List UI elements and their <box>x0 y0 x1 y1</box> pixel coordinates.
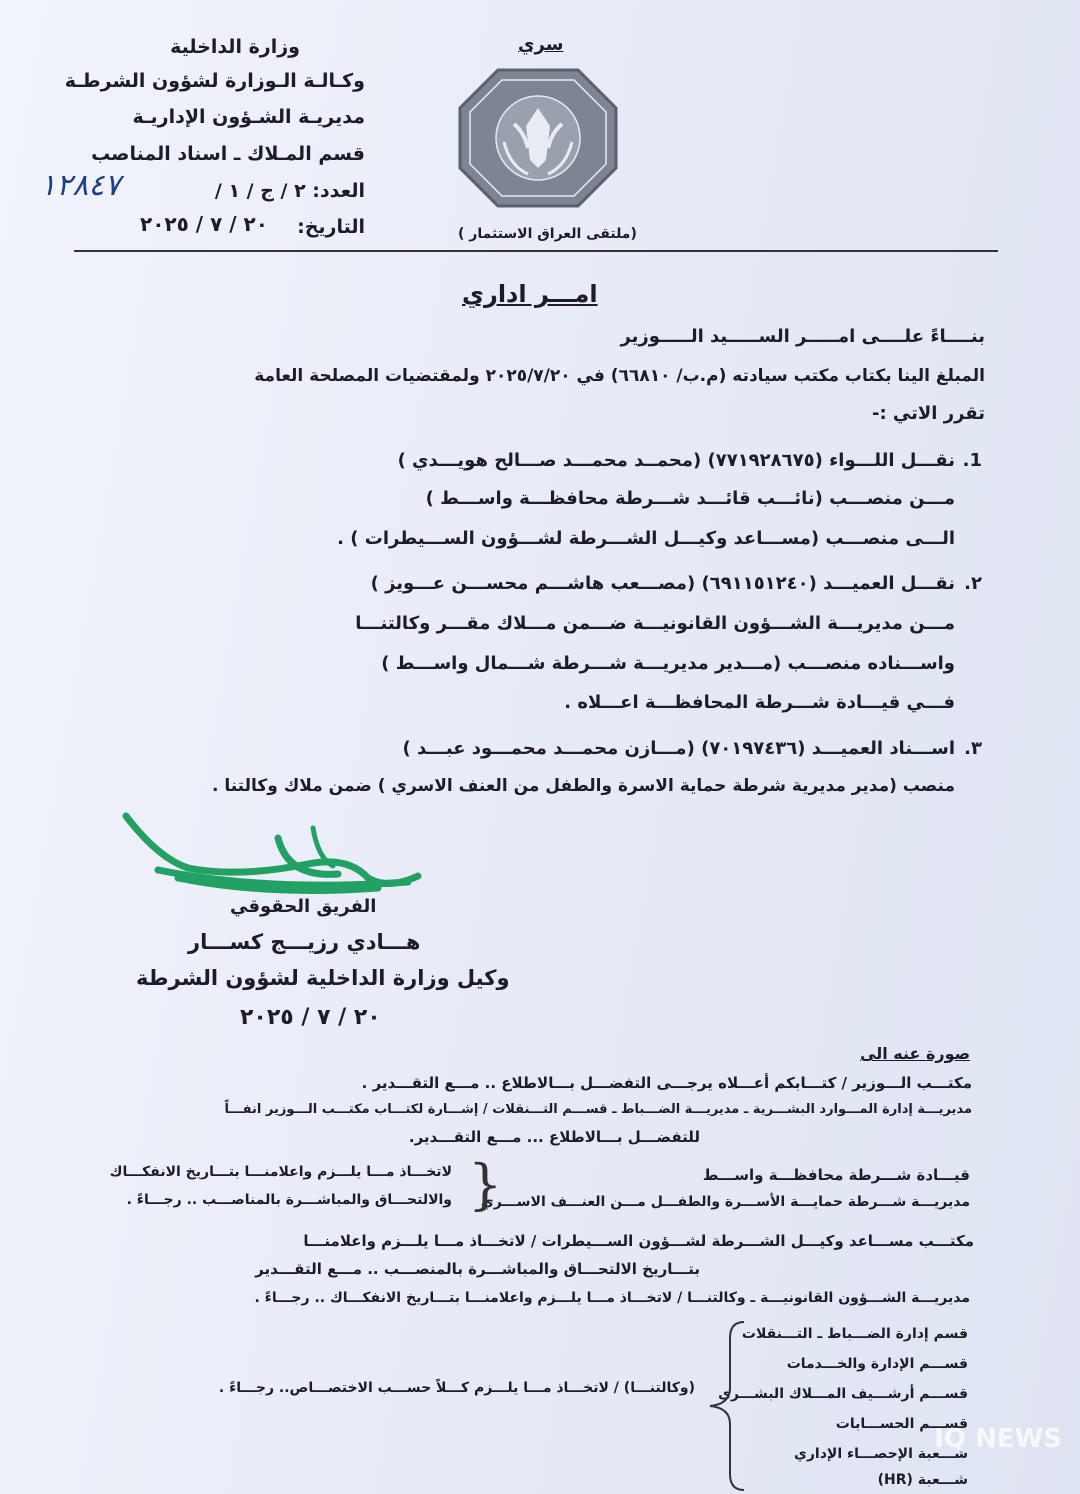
cc-line-hr-cont: للتفضـــل بـــالاطلاع ... مـــع التقـــدير. <box>408 1128 700 1146</box>
directorate-name: مديريـة الشـؤون الإداريـة <box>132 106 365 128</box>
date-value: ٢٠ / ٧ / ٢٠٢٥ <box>140 212 268 236</box>
intro-line-1: بنــــاءً علــــى امـــــر الســـــيد الـــــوزير <box>620 326 985 347</box>
number-label: العدد: ٢ / ج / ١ / <box>214 180 365 202</box>
order-3-line-2: منصب (مدير مديرية شرطة حماية الاسرة والطفل من العنف الاسري ) ضمن ملاك وكالتنا . <box>211 776 955 796</box>
order-2-number: .٢ <box>964 573 982 594</box>
order-2-line-4: فـــي قيـــادة شـــرطة المحافظـــة اعـــلاه . <box>564 692 955 713</box>
cc-group2-action: (وكالتنـــا) / لاتخـــاذ مـــا يلـــزم كـــلاً حســـب الاختصـــاص.. رجـــاءً . <box>218 1380 695 1396</box>
cc-heading: صورة عنه الى <box>860 1044 971 1063</box>
cc-group2-item-6: شـــعبة (HR) <box>877 1472 968 1488</box>
cc-line-control: مكتـــب مســـاعد وكيـــل الشـــرطة لشـــؤون الســـيطرات / لاتخـــاذ مـــا يلـــزم واعلامنـــا <box>303 1232 974 1250</box>
section-name: قسم المـلاك ـ اسناد المناصب <box>91 143 365 165</box>
cc-line-legal: مديريـــة الشـــؤون القانونيـــة ـ وكالتنـــا / لاتخـــاذ مـــا يلـــزم واعلامنـــا بتـــاريخ الانفكـــاك .. رجـــاءً . <box>254 1290 970 1306</box>
intro-line-2: المبلغ الينا بكتاب مكتب سيادته (م.ب/ ٦٦٨١٠) في ٢٠٢٥/٧/٢٠ ولمقتضيات المصلحة العامة <box>254 366 985 386</box>
document-title: امـــر اداري <box>462 280 598 308</box>
seal-caption: (ملتقى العراق الاستثمار ) <box>458 226 637 242</box>
cc-group2-item-4: قســـم الحســـابات <box>835 1416 968 1432</box>
date-label: التاريخ: <box>297 216 365 238</box>
signatory-name: هـــادي رزيـــج كســـار <box>188 930 421 954</box>
number-value: ١٢٨٤٧ <box>40 168 121 203</box>
order-2-line-3: واســـناده منصـــب (مـــدير مديريـــة شـــرطة شـــمال واســـط ) <box>381 653 955 674</box>
header-divider <box>74 250 998 252</box>
news-watermark: IQ NEWS <box>934 1424 1062 1454</box>
order-3-line-1: اســـناد العميـــد (٧٠١٩٧٤٣٦) (مـــازن محمـــد محمـــود عبـــد ) <box>402 738 955 759</box>
order-1-line-3: الـــى منصـــب (مســـاعد وكيـــل الشـــرطة لشـــؤون الســـيطرات ) . <box>337 528 955 549</box>
agency-name: وكـالـة الـوزارة لشؤون الشرطـة <box>64 70 365 92</box>
ministry-name: وزارة الداخلية <box>170 36 300 58</box>
cc-group1-item-1: قيـــادة شـــرطة محافظـــة واســـط <box>702 1166 970 1184</box>
cc-line-hr: مديريـــة إدارة المـــوارد البشـــرية ـ مديريـــة الضـــباط ـ قســـم التـــنقلات / إشـــارة لكتـــاب مكتـــب الـــوزير انفـــاً <box>224 1102 972 1117</box>
order-2-line-1: نقـــل العميـــد (٦٩١١٥١٢٤٠) (مصـــعب هاشـــم محســـن عـــويز ) <box>370 573 955 594</box>
ministry-seal-icon <box>458 68 618 208</box>
handwritten-signature-icon <box>118 808 448 898</box>
cc-group2-item-3: قســـم أرشـــيف المـــلاك البشـــري <box>718 1386 968 1402</box>
cc-group1-action-1: لاتخـــاذ مـــا يلـــزم واعلامنـــا بتـــاريخ الانفكـــاك <box>109 1164 452 1180</box>
cc-group1-action-2: والالتحـــاق والمباشـــرة بالمناصـــب .. رجـــاءً . <box>126 1192 452 1208</box>
intro-line-3: تقرر الاتي :- <box>871 403 985 424</box>
order-1-line-1: نقـــل اللـــواء (٧٧١٩٢٨٦٧٥) (محمــد محمـــد صـــالح هويـــدي ) <box>397 450 955 471</box>
brace-group2-icon <box>700 1318 750 1494</box>
order-3-number: .٣ <box>964 738 982 759</box>
cc-group2-item-2: قســـم الإدارة والخـــدمات <box>786 1356 968 1372</box>
order-1-line-2: مـــن منصـــب (نائـــب قائـــد شـــرطة محافظـــة واســـط ) <box>425 488 955 509</box>
signature-date: ٢٠ / ٧ / ٢٠٢٥ <box>240 1005 381 1030</box>
cc-line-minister: مكتـــب الـــوزير / كتـــابكم أعـــلاه يرجـــى التفضـــل بـــالاطلاع .. مـــع التقـــدير . <box>361 1074 972 1092</box>
brace-group1-icon: } <box>468 1153 503 1216</box>
signatory-rank: الفريق الحقوقي <box>230 896 377 917</box>
signatory-title: وكيل وزارة الداخلية لشؤون الشرطة <box>136 966 510 990</box>
cc-line-control-cont: بتـــاريخ الالتحـــاق والمباشـــرة بالمنصـــب .. مـــع التقـــدير <box>255 1260 700 1278</box>
cc-group2-item-1: قسم إدارة الضـــباط ـ التـــنقلات <box>741 1326 968 1342</box>
order-2-line-2: مـــن مديريـــة الشـــؤون القانونيـــة ضـــمن مـــلاك مقـــر وكالتنـــا <box>355 613 955 634</box>
cc-group1-item-2: مديريـــة شـــرطة حمايـــة الأســـرة والطفـــل مـــن العنـــف الاســـري <box>480 1194 970 1210</box>
order-1-number: .1 <box>962 450 982 471</box>
classification-label: سري <box>518 34 564 55</box>
cc-group2-item-5: شـــعبة الإحصـــاء الإداري <box>794 1446 968 1462</box>
